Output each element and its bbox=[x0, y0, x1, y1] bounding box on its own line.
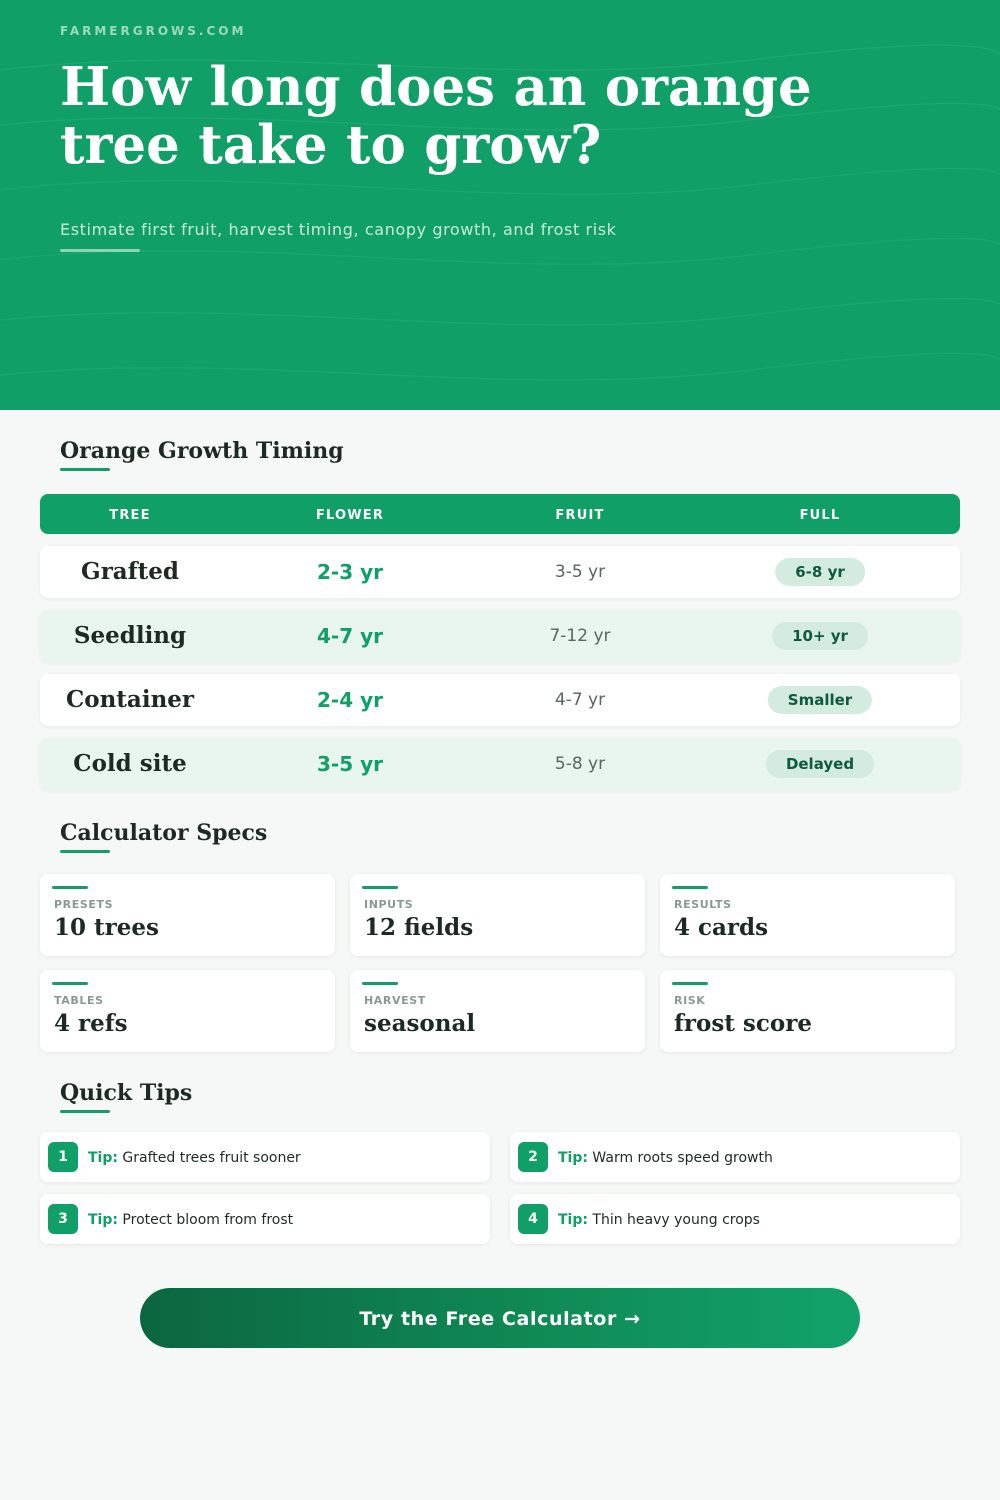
timing-table-header bbox=[40, 494, 960, 534]
flower-cell: 2-4 yr bbox=[317, 688, 383, 712]
tip-label: Tip: bbox=[88, 1212, 118, 1228]
tip-card bbox=[510, 1194, 960, 1244]
spec-card-harvest bbox=[350, 970, 645, 1052]
column-header-tree: TREE bbox=[109, 508, 151, 523]
tree-cell: Grafted bbox=[81, 558, 179, 585]
specs-section-title: Calculator Specs bbox=[60, 820, 268, 846]
tree-cell: Cold site bbox=[73, 750, 187, 777]
full-badge: 10+ yr bbox=[772, 622, 868, 650]
tip-body: Thin heavy young crops bbox=[592, 1212, 760, 1228]
spec-label: TABLES bbox=[54, 994, 104, 1007]
section-accent-bar bbox=[60, 1110, 110, 1113]
column-header-flower: FLOWER bbox=[315, 508, 385, 523]
spec-card-risk bbox=[660, 970, 955, 1052]
card-accent-bar bbox=[52, 982, 88, 985]
flower-cell: 3-5 yr bbox=[317, 752, 383, 776]
flower-cell: 2-3 yr bbox=[317, 560, 383, 584]
section-accent-bar bbox=[60, 468, 110, 471]
tip-number-badge: 1 bbox=[48, 1142, 78, 1172]
spec-card-tables bbox=[40, 970, 335, 1052]
card-accent-bar bbox=[52, 886, 88, 889]
tip-label: Tip: bbox=[88, 1150, 118, 1166]
spec-label: INPUTS bbox=[364, 898, 414, 911]
tip-body: Grafted trees fruit sooner bbox=[122, 1150, 301, 1166]
table-row bbox=[40, 738, 960, 790]
tip-text bbox=[88, 1194, 293, 1244]
flower-cell: 4-7 yr bbox=[317, 624, 383, 648]
tip-card bbox=[40, 1132, 490, 1182]
card-accent-bar bbox=[362, 982, 398, 985]
table-row bbox=[40, 546, 960, 598]
tip-number-badge: 4 bbox=[518, 1204, 548, 1234]
tip-number-badge: 3 bbox=[48, 1204, 78, 1234]
full-badge: Delayed bbox=[766, 750, 874, 778]
timing-section-title: Orange Growth Timing bbox=[60, 438, 344, 464]
card-accent-bar bbox=[362, 886, 398, 889]
fruit-cell: 3-5 yr bbox=[554, 562, 606, 582]
tip-label: Tip: bbox=[558, 1212, 588, 1228]
spec-label: PRESETS bbox=[54, 898, 114, 911]
column-header-full: FULL bbox=[799, 508, 841, 523]
spec-label: HARVEST bbox=[364, 994, 426, 1007]
tip-card bbox=[40, 1194, 490, 1244]
column-header-fruit: FRUIT bbox=[555, 508, 605, 523]
subtitle-underline bbox=[60, 249, 140, 252]
spec-card-results bbox=[660, 874, 955, 956]
spec-card-inputs bbox=[350, 874, 645, 956]
spec-value: 10 trees bbox=[54, 914, 159, 941]
tip-body: Protect bloom from frost bbox=[122, 1212, 294, 1228]
spec-value: frost score bbox=[674, 1010, 812, 1037]
tips-section-title: Quick Tips bbox=[60, 1080, 193, 1106]
fruit-cell: 5-8 yr bbox=[554, 754, 606, 774]
spec-value: 12 fields bbox=[364, 914, 474, 941]
brand-label[interactable]: FARMERGROWS.COM bbox=[60, 24, 247, 38]
fruit-cell: 4-7 yr bbox=[554, 690, 606, 710]
tree-cell: Seedling bbox=[73, 622, 187, 649]
page-title: How long does an orange tree take to grow? bbox=[60, 56, 812, 176]
fruit-cell: 7-12 yr bbox=[549, 626, 611, 646]
section-accent-bar bbox=[60, 850, 110, 853]
hero-banner bbox=[0, 0, 1000, 410]
spec-label: RESULTS bbox=[674, 898, 732, 911]
tip-body: Warm roots speed growth bbox=[592, 1150, 773, 1166]
card-accent-bar bbox=[672, 886, 708, 889]
full-badge: 6-8 yr bbox=[775, 558, 865, 586]
spec-value: seasonal bbox=[364, 1010, 476, 1037]
table-row bbox=[40, 610, 960, 662]
free-calculator-button[interactable]: Try the Free Calculator → bbox=[140, 1288, 860, 1348]
tip-text bbox=[558, 1194, 760, 1244]
tip-text bbox=[558, 1132, 773, 1182]
tip-card bbox=[510, 1132, 960, 1182]
table-row bbox=[40, 674, 960, 726]
spec-card-presets bbox=[40, 874, 335, 956]
tip-label: Tip: bbox=[558, 1150, 588, 1166]
page-subtitle: Estimate first fruit, harvest timing, canopy growth, and frost risk bbox=[60, 220, 617, 239]
spec-value: 4 refs bbox=[54, 1010, 128, 1037]
full-badge: Smaller bbox=[768, 686, 872, 714]
tree-cell: Container bbox=[65, 686, 195, 713]
spec-label: RISK bbox=[674, 994, 706, 1007]
card-accent-bar bbox=[672, 982, 708, 985]
tip-text bbox=[88, 1132, 301, 1182]
spec-value: 4 cards bbox=[674, 914, 769, 941]
tip-number-badge: 2 bbox=[518, 1142, 548, 1172]
